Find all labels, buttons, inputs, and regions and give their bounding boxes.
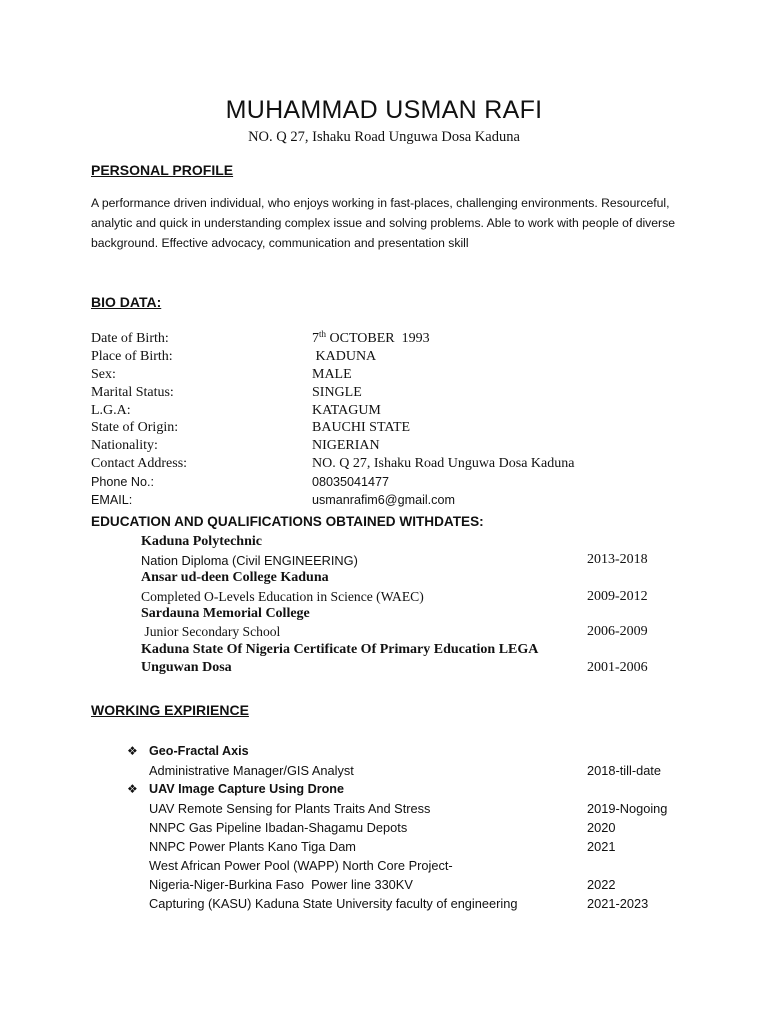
bio-label: Date of Birth:: [91, 331, 169, 346]
bio-row-nationality: [91, 438, 711, 456]
education-institution: Ansar ud-deen College Kaduna: [141, 570, 329, 585]
education-institution: Kaduna State Of Nigeria Certificate Of Primary Education LEGA: [141, 642, 539, 657]
bio-row-marital: [91, 385, 711, 403]
work-project: Capturing (KASU) Kaduna State University faculty of engineering: [149, 896, 518, 911]
education-dates: 2013-2018: [587, 552, 648, 567]
education-dates: 2001-2006: [587, 660, 648, 675]
work-project: NNPC Power Plants Kano Tiga Dam: [149, 839, 356, 854]
dob-suffix: th: [319, 329, 327, 339]
education-heading: EDUCATION AND QUALIFICATIONS OBTAINED WITHDATES:: [91, 514, 484, 529]
work-company: Geo-Fractal Axis: [149, 744, 249, 758]
bio-row-email: [91, 493, 711, 511]
work-project: UAV Remote Sensing for Plants Traits And Stress: [149, 801, 431, 816]
bio-row-lga: [91, 403, 711, 421]
diamond-bullet-icon: ❖: [127, 744, 138, 758]
education-qualification: Completed O-Levels Education in Science (WAEC): [141, 589, 424, 604]
education-qualification: Junior Secondary School: [141, 624, 281, 639]
bio-row-dob: [91, 331, 711, 349]
work-dates: 2020: [587, 820, 616, 835]
working-experience-heading: WORKING EXPIRIENCE: [91, 702, 249, 718]
bio-row-pob: [91, 349, 711, 367]
personal-profile-heading: PERSONAL PROFILE: [91, 162, 234, 178]
education-institution: Sardauna Memorial College: [141, 606, 310, 621]
bio-value: KADUNA: [312, 349, 377, 364]
bio-row-sex: [91, 367, 711, 385]
bio-label: Nationality:: [91, 438, 158, 453]
bio-value: 08035041477: [312, 475, 390, 489]
candidate-name: MUHAMMAD USMAN RAFI: [225, 96, 543, 124]
bio-label: Sex:: [91, 367, 116, 382]
work-dates: 2021-2023: [587, 896, 649, 911]
dob-rest: OCTOBER 1993: [326, 331, 430, 346]
bio-row-state: [91, 420, 711, 438]
bio-row-phone: [91, 475, 711, 493]
bio-value-dob: [312, 331, 430, 347]
work-project: West African Power Pool (WAPP) North Core Project-: [149, 858, 453, 873]
bio-label: Phone No.:: [91, 475, 155, 489]
bio-label: State of Origin:: [91, 420, 179, 435]
education-dates: 2009-2012: [587, 589, 648, 604]
education-qualification: Nation Diploma (Civil ENGINEERING): [141, 553, 358, 568]
work-dates: 2022: [587, 877, 616, 892]
work-dates: 2021: [587, 839, 616, 854]
bio-data-heading: BIO DATA:: [91, 294, 162, 310]
diamond-bullet-icon: ❖: [127, 782, 138, 796]
bio-value: KATAGUM: [312, 403, 381, 418]
bio-label: Contact Address:: [91, 456, 188, 471]
bio-row-contact: [91, 456, 711, 474]
education-dates: 2006-2009: [587, 624, 648, 639]
bio-value: SINGLE: [312, 385, 362, 400]
work-project: Nigeria-Niger-Burkina Faso Power line 330KV: [149, 877, 413, 892]
dob-day: 7: [312, 331, 319, 346]
education-institution: Kaduna Polytechnic: [141, 534, 262, 549]
work-dates: 2019-Nogoing: [587, 801, 668, 816]
bio-label: Marital Status:: [91, 385, 174, 400]
bio-value: NIGERIAN: [312, 438, 380, 453]
header-address: NO. Q 27, Ishaku Road Unguwa Dosa Kaduna: [248, 129, 520, 145]
bio-value: MALE: [312, 367, 352, 382]
work-company: UAV Image Capture Using Drone: [149, 782, 344, 796]
work-dates: 2018-till-date: [587, 763, 661, 778]
education-institution-line2: Unguwan Dosa: [141, 660, 232, 675]
work-role: Administrative Manager/GIS Analyst: [149, 763, 354, 778]
bio-label: EMAIL:: [91, 493, 133, 507]
bio-value: BAUCHI STATE: [312, 420, 411, 435]
bio-label: Place of Birth:: [91, 349, 173, 364]
work-project: NNPC Gas Pipeline Ibadan-Shagamu Depots: [149, 820, 408, 835]
personal-profile-text: A performance driven individual, who enjoys working in fast-places, challenging environments. Resourceful, analytic and quick in understanding complex issue and solving problems. Able to work with people of diverse background. Effective advocacy, communication and presentation skill: [91, 196, 675, 250]
bio-label: L.G.A:: [91, 403, 131, 418]
bio-value: NO. Q 27, Ishaku Road Unguwa Dosa Kaduna: [312, 456, 575, 471]
bio-value-email: usmanrafim6@gmail.com: [312, 493, 455, 507]
